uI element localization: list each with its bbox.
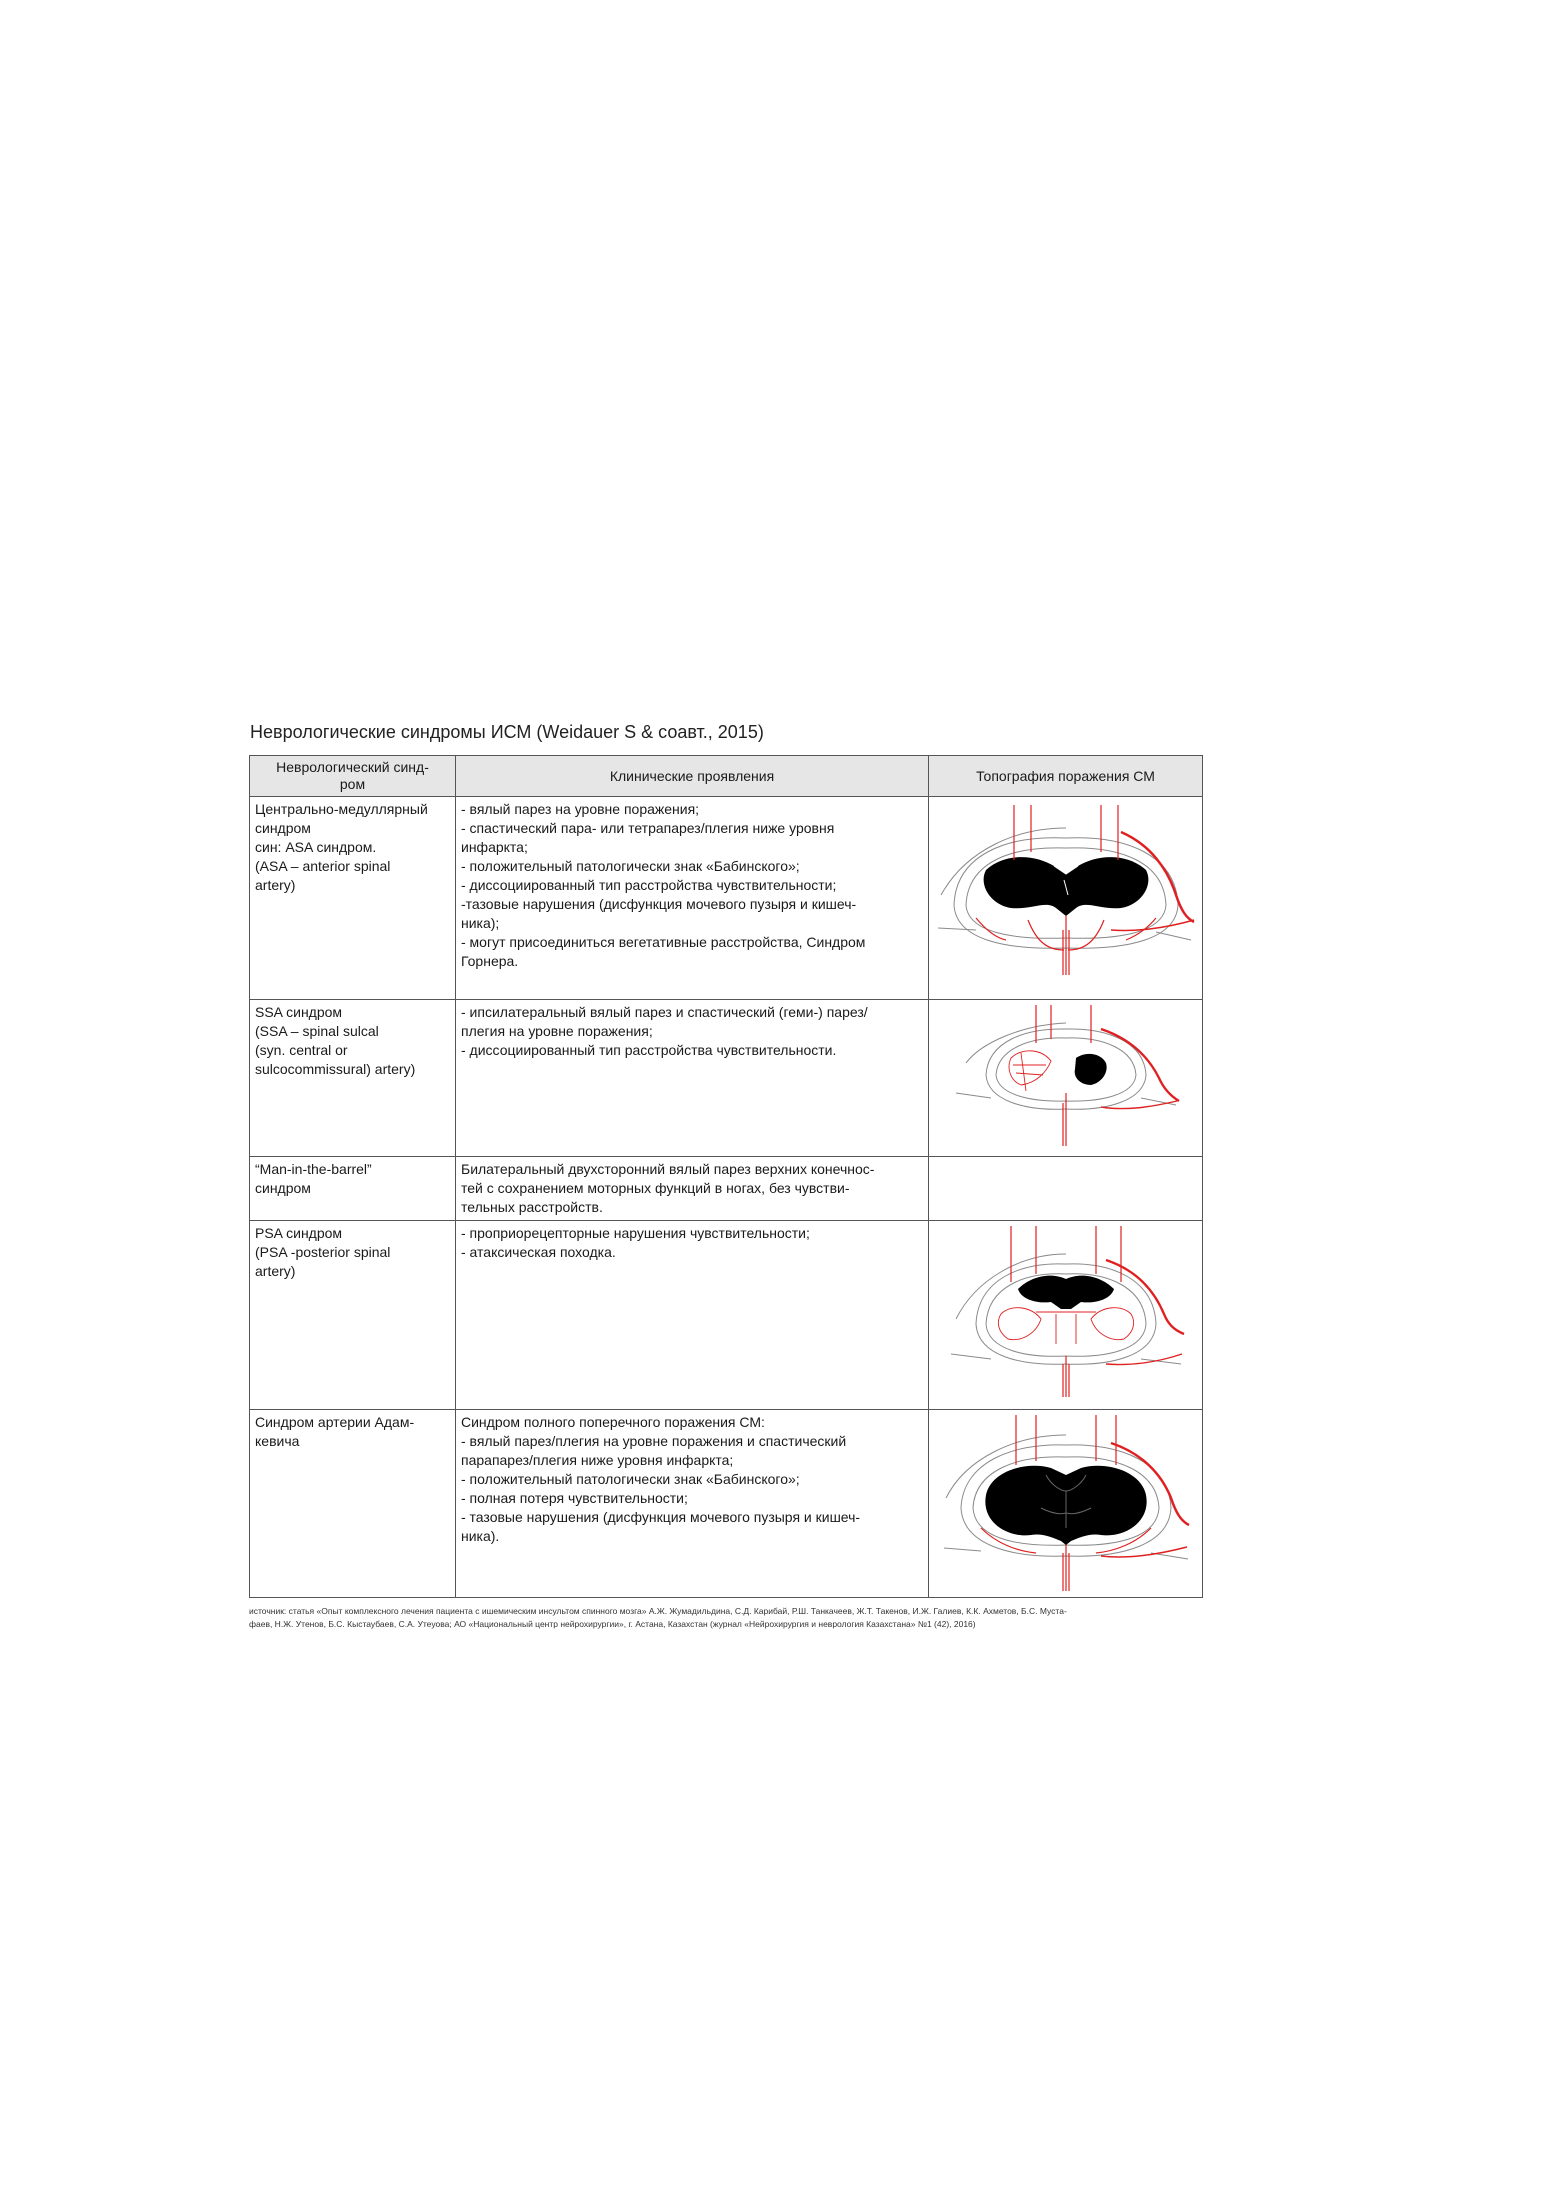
asa-lesion-image (936, 800, 1196, 980)
table-row (250, 1157, 1203, 1221)
symptoms-cell: - вялый парез на уровне поражения; - спастический пара- или тетрапарез/плегия ниже уровня инфаркта; - положительный патологически знак «Бабинского»; - диссоциированный тип расстройства чувствительности; -тазовые нарушения (дисфункция мочевого пузыря и кишеч- ника); - могут присоединиться вегетативные расстройства, Синдром Горнера. (456, 797, 929, 1000)
document-title: Неврологические синдромы ИСМ (Weidauer S & соавт., 2015) (250, 722, 764, 742)
table-header-row (250, 756, 1203, 797)
ssa-lesion-image (951, 1003, 1181, 1148)
topography-cell (929, 1410, 1203, 1598)
symptoms-cell: - ипсилатеральный вялый парез и спастический (геми-) парез/ плегия на уровне поражения; - диссоциированный тип расстройства чувствительности. (456, 1000, 929, 1157)
lesion-shape (1018, 1276, 1114, 1309)
source-note: источник: статья «Опыт комплексного лечения пациента с ишемическим инсультом спинного мозга» А.Ж. Жумадильдина, С.Д. Карибай, Р.Ш. Танкачеев, Ж.Т. Такенов, И.Ж. Галиев, К.К. Ахметов, Б.С. Муста- фаев, Н.Ж. Утенов, Б.С. Кыстаубаев, С.А. Утеуова; АО «Национальный центр нейрохирургии», г. Астана, Казахстан (журнал «Нейрохирургия и неврология Казахстана» №1 (42), 2016) (249, 1606, 1067, 1629)
symptoms-cell: Синдром полного поперечного поражения СМ: - вялый парез/плегия на уровне поражения и спастический парапарез/плегия ниже уровня инфаркта; - положительный патологически знак «Бабинского»; - полная потеря чувствительности; - тазовые нарушения (дисфункция мочевого пузыря и кишеч- ника). (456, 1410, 929, 1598)
table-row (250, 1221, 1203, 1410)
table-row (250, 1000, 1203, 1157)
syndrome-cell: SSA синдром (SSA – spinal sulcal (syn. central or sulcocommissural) artery) (250, 1000, 456, 1157)
lesion-shape (1074, 1054, 1106, 1085)
syndrome-cell: Синдром артерии Адам- кевича (250, 1410, 456, 1598)
topography-cell (929, 1000, 1203, 1157)
syndrome-cell: Центрально-медуллярный синдром син: ASA синдром. (ASA – anterior spinal artery) (250, 797, 456, 1000)
adamkiewicz-lesion-image (941, 1413, 1191, 1593)
topography-cell (929, 797, 1203, 1000)
syndrome-cell: PSA синдром (PSA -posterior spinal artery) (250, 1221, 456, 1410)
table-row (250, 1410, 1203, 1598)
psa-lesion-image (946, 1224, 1186, 1399)
header-symptoms: Клинические проявления (456, 756, 929, 797)
header-topography: Топография поражения СМ (929, 756, 1203, 797)
table-row (250, 797, 1203, 1000)
symptoms-cell: - проприорецепторные нарушения чувствительности; - атаксическая походка. (456, 1221, 929, 1410)
topography-cell (929, 1221, 1203, 1410)
header-syndrome: Неврологический синд- ром (250, 756, 456, 797)
syndrome-cell: “Man-in-the-barrel” синдром (250, 1157, 456, 1221)
syndromes-table (249, 755, 1203, 1598)
topography-cell-empty (929, 1157, 1203, 1221)
symptoms-cell: Билатеральный двухсторонний вялый парез верхних конечнос- тей с сохранением моторных функций в ногах, без чувстви- тельных расстройств. (456, 1157, 929, 1221)
